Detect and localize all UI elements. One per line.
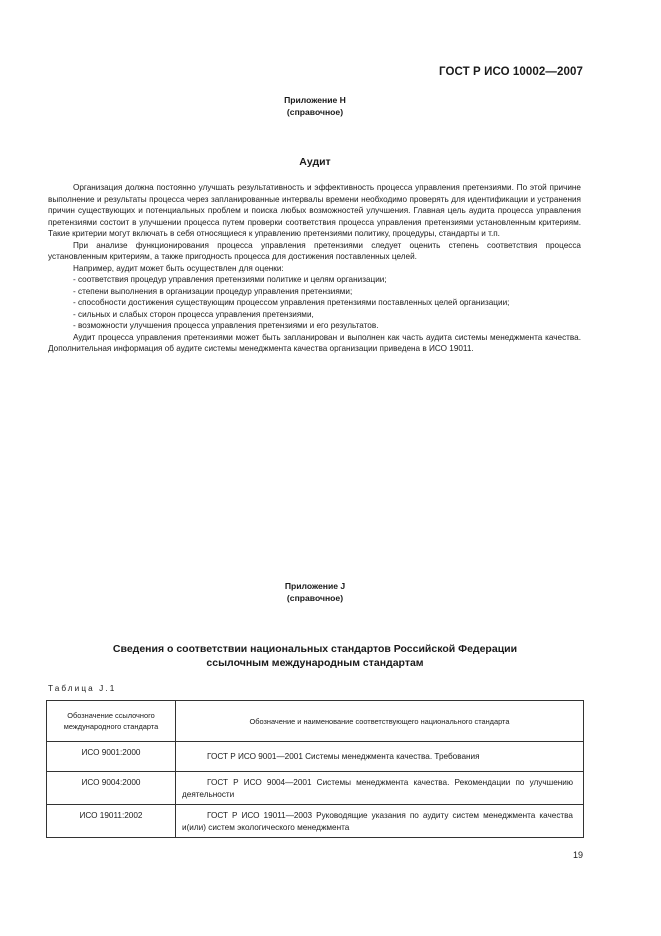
annex-h-title-block — [0, 94, 630, 118]
gost-cell — [176, 805, 584, 838]
annex-h-subtitle: (справочное) — [286, 107, 344, 117]
gost-cell — [176, 772, 584, 805]
correspondence-heading — [40, 642, 590, 670]
gost-cell-text: ГОСТ Р ИСО 9004—2001 Системы менеджмента качества. Рекомендации по улучшению деятельности — [182, 778, 573, 799]
list-item: - возможности улучшения процесса управления претензиями и его результатов. — [73, 321, 379, 330]
annex-h-body — [48, 182, 581, 355]
gost-cell-text: ГОСТ Р ИСО 9001—2001 Системы менеджмента качества. Требования — [207, 752, 480, 762]
table-caption: Таблица J.1 — [48, 684, 117, 693]
list-item: - способности достижения существующим процессом управления претензиями поставленных целей организации; — [73, 298, 510, 307]
document-id-header: ГОСТ Р ИСО 10002—2007 — [438, 66, 583, 78]
col-header-international-line2: международного стандарта — [63, 722, 159, 731]
col-header-national: Обозначение и наименование соответствующего национального стандарта — [176, 701, 584, 742]
correspondence-heading-line2: ссылочным международным стандартам — [206, 657, 424, 669]
col-header-international-line1: Обозначение ссылочного — [67, 711, 155, 720]
paragraph-analysis: При анализе функционирования процесса управления претензиями следует оценить степень соответствия процесса установленным критериям, а также пригодность процесса для достижения поставленных целей. — [48, 240, 581, 261]
iso-cell: ИСО 19011:2002 — [47, 805, 176, 838]
iso-cell: ИСО 9001:2000 — [47, 742, 176, 772]
correspondence-heading-line1: Сведения о соответствии национальных стандартов Российской Федерации — [112, 643, 518, 655]
col-header-international — [47, 701, 176, 742]
table-row — [47, 742, 584, 772]
gost-cell — [176, 742, 584, 772]
audit-heading: Аудит — [299, 156, 331, 168]
list-item: - сильных и слабых сторон процесса управления претензиями, — [73, 309, 314, 319]
paragraph-example: Например, аудит может быть осуществлен для оценки: — [73, 263, 284, 273]
list-item: - соответствия процедур управления претензиями политике и целям организации; — [73, 275, 387, 284]
annex-j-subtitle: (справочное) — [286, 593, 344, 603]
annex-h-title: Приложение Н — [284, 95, 346, 105]
page-number: 19 — [572, 850, 583, 860]
gost-cell-text: ГОСТ Р ИСО 19011—2003 Руководящие указания по аудиту систем менеджмента качества и(или) систем экологического менеджмента — [182, 811, 573, 832]
table-row — [47, 772, 584, 805]
annex-j-title: Приложение J — [284, 581, 346, 591]
iso-cell: ИСО 9004:2000 — [47, 772, 176, 805]
list-item: - степени выполнения в организации процедур управления претензиями; — [73, 286, 353, 296]
paragraph-intro: Организация должна постоянно улучшать результативность и эффективность процесса управления претензиями. По этой причине выполнение и результаты процесса через запланированные интервалы времени необходимо проверять для идентификации и устранения причин существующих и потенциальных проблем и поиска любых возможностей улучшения. Главная цель аудита процесса управления претензиями состоит в улучшении процесса путем проверки соответствия процесса управления претензиями установленным критериям. Такие критерии могут включать в себя относящиеся к управлению претензиями политику, процедуры, стандарты и т.п. — [48, 183, 581, 238]
table-header-row — [47, 701, 584, 742]
paragraph-closing: Аудит процесса управления претензиями может быть запланирован и выполнен как часть аудита системы менеджмента качества. Дополнительная информация об аудите системы менеджмента качества организации приведена в ИСО 19011. — [48, 332, 581, 353]
annex-j-title-block — [0, 580, 630, 604]
table-row — [47, 805, 584, 838]
correspondence-table — [46, 700, 584, 838]
